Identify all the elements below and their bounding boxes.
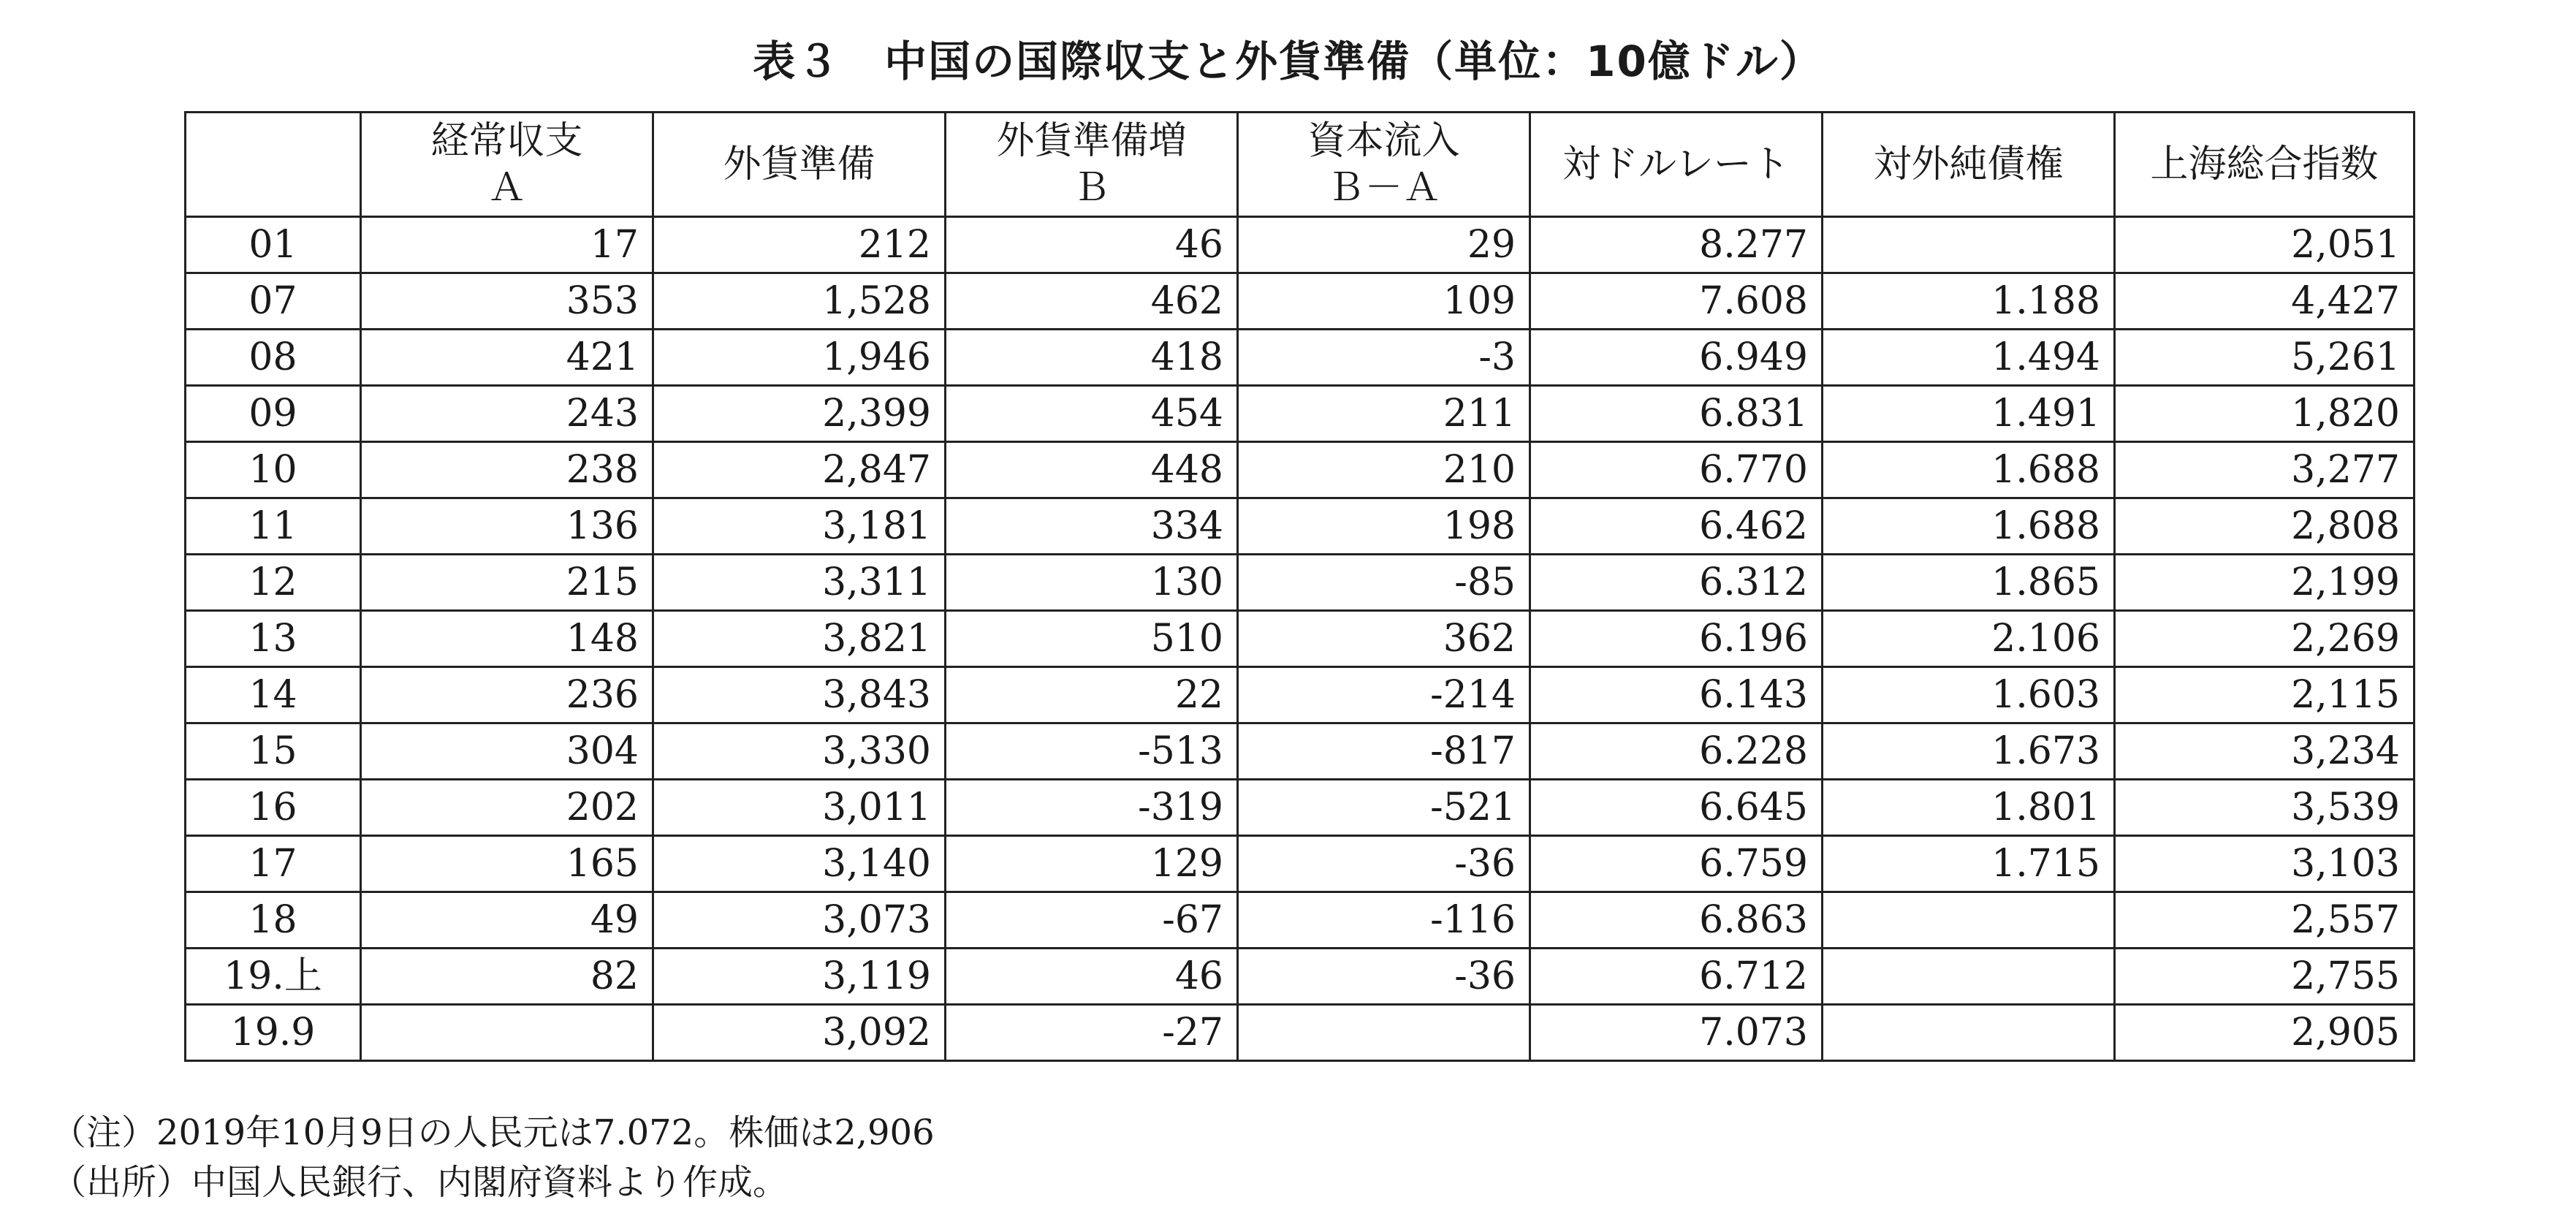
table-cell: 6.949 <box>1530 330 1823 386</box>
table-row <box>186 555 2414 611</box>
table-cell <box>1823 949 2115 1005</box>
table-header <box>186 113 2414 217</box>
table-cell: 3,539 <box>2115 780 2414 836</box>
column-header-label: 対外純債権 <box>1873 142 2064 186</box>
table-row <box>186 442 2414 498</box>
table-cell <box>1238 1005 1530 1061</box>
table-cell: 2,399 <box>653 386 946 442</box>
table-row <box>186 892 2414 949</box>
table-cell: 1.865 <box>1823 555 2115 611</box>
table-cell: 1.673 <box>1823 723 2115 780</box>
year-cell: 18 <box>186 892 361 949</box>
table-cell: 130 <box>946 555 1238 611</box>
table-cell: 238 <box>361 442 653 498</box>
table-cell: -513 <box>946 723 1238 780</box>
table-cell: 6.462 <box>1530 498 1823 555</box>
table-cell: 3,181 <box>653 498 946 555</box>
table-cell <box>361 1005 653 1061</box>
table-cell: 421 <box>361 330 653 386</box>
table-cell: 1.688 <box>1823 498 2115 555</box>
column-header-sublabel: Ａ <box>487 166 526 210</box>
column-header-label: 対ドルレート <box>1562 142 1790 186</box>
year-cell: 17 <box>186 836 361 892</box>
table-cell: -3 <box>1238 330 1530 386</box>
table-cell: -85 <box>1238 555 1530 611</box>
table-cell: 353 <box>361 273 653 330</box>
column-header <box>946 113 1238 217</box>
table-cell: 448 <box>946 442 1238 498</box>
table-cell: 6.831 <box>1530 386 1823 442</box>
column-header <box>1238 113 1530 217</box>
table-cell: 2,051 <box>2115 217 2414 273</box>
table-cell: 2,905 <box>2115 1005 2414 1061</box>
table-cell: 2,115 <box>2115 667 2414 723</box>
table-cell: 211 <box>1238 386 1530 442</box>
table-cell: 2,808 <box>2115 498 2414 555</box>
table-cell: -521 <box>1238 780 1530 836</box>
table-cell <box>1823 217 2115 273</box>
table-row <box>186 836 2414 892</box>
year-cell: 15 <box>186 723 361 780</box>
table-cell: 3,821 <box>653 611 946 667</box>
table-cell: 3,103 <box>2115 836 2414 892</box>
column-header-label: 外貨準備増 <box>996 119 1187 163</box>
table-cell: 2.106 <box>1823 611 2115 667</box>
table-cell: 6.228 <box>1530 723 1823 780</box>
table-cell: 1.491 <box>1823 386 2115 442</box>
table-cell: 3,234 <box>2115 723 2414 780</box>
table-cell <box>1823 892 2115 949</box>
table-cell: 4,427 <box>2115 273 2414 330</box>
column-header-label: 資本流入 <box>1307 119 1460 163</box>
table-cell: 46 <box>946 949 1238 1005</box>
table-cell: 1.801 <box>1823 780 2115 836</box>
table-cell: 1,528 <box>653 273 946 330</box>
table-cell: 3,011 <box>653 780 946 836</box>
column-header <box>186 113 361 217</box>
year-cell: 07 <box>186 273 361 330</box>
table-cell: 3,092 <box>653 1005 946 1061</box>
table-cell: 3,311 <box>653 555 946 611</box>
table-row <box>186 498 2414 555</box>
table-cell: 1.715 <box>1823 836 2115 892</box>
year-cell: 01 <box>186 217 361 273</box>
table-cell: 1.188 <box>1823 273 2115 330</box>
table-cell: -27 <box>946 1005 1238 1061</box>
table-cell: -817 <box>1238 723 1530 780</box>
source-text: （出所）中国人民銀行、内閣府資料より作成。 <box>51 1162 789 1203</box>
table-cell: 165 <box>361 836 653 892</box>
table-cell: 3,140 <box>653 836 946 892</box>
table-cell <box>1823 1005 2115 1061</box>
table-row <box>186 1005 2414 1061</box>
table-cell: 22 <box>946 667 1238 723</box>
table-cell: -36 <box>1238 949 1530 1005</box>
table-cell: 1.688 <box>1823 442 2115 498</box>
table-cell: -67 <box>946 892 1238 949</box>
table-cell: 6.196 <box>1530 611 1823 667</box>
header-row <box>186 113 2414 217</box>
table-cell: 198 <box>1238 498 1530 555</box>
column-header <box>1823 113 2115 217</box>
table-cell: 29 <box>1238 217 1530 273</box>
column-header <box>1530 113 1823 217</box>
table-cell: -36 <box>1238 836 1530 892</box>
year-cell: 10 <box>186 442 361 498</box>
column-header-label: 経常収支 <box>430 119 583 163</box>
table-cell: 334 <box>946 498 1238 555</box>
table-row <box>186 723 2414 780</box>
year-cell: 13 <box>186 611 361 667</box>
table-cell: 6.712 <box>1530 949 1823 1005</box>
table-cell: 5,261 <box>2115 330 2414 386</box>
table-cell: 2,269 <box>2115 611 2414 667</box>
table-cell: 304 <box>361 723 653 780</box>
table-cell: 6.312 <box>1530 555 1823 611</box>
table-cell: 3,843 <box>653 667 946 723</box>
table-cell: 454 <box>946 386 1238 442</box>
column-header-label: 外貨準備 <box>723 142 875 186</box>
table-cell: 1,946 <box>653 330 946 386</box>
table-cell: 2,847 <box>653 442 946 498</box>
table-cell: 8.277 <box>1530 217 1823 273</box>
column-header <box>361 113 653 217</box>
table-row <box>186 330 2414 386</box>
table-row <box>186 611 2414 667</box>
table-cell: 6.759 <box>1530 836 1823 892</box>
table-cell: 2,755 <box>2115 949 2414 1005</box>
table-cell: 215 <box>361 555 653 611</box>
year-cell: 19.9 <box>186 1005 361 1061</box>
column-header-label: 上海総合指数 <box>2150 142 2379 186</box>
year-cell: 12 <box>186 555 361 611</box>
column-header <box>653 113 946 217</box>
table-cell: 1.603 <box>1823 667 2115 723</box>
year-cell: 14 <box>186 667 361 723</box>
table-cell: 17 <box>361 217 653 273</box>
year-cell: 19.上 <box>186 949 361 1005</box>
column-header-sublabel: Ｂ－Ａ <box>1326 166 1441 210</box>
table-cell: 3,330 <box>653 723 946 780</box>
table-cell: 109 <box>1238 273 1530 330</box>
table-cell: 2,557 <box>2115 892 2414 949</box>
table-cell: 210 <box>1238 442 1530 498</box>
table-cell: 1.494 <box>1823 330 2115 386</box>
table-cell: 243 <box>361 386 653 442</box>
table-cell: 6.143 <box>1530 667 1823 723</box>
year-cell: 16 <box>186 780 361 836</box>
table-cell: 362 <box>1238 611 1530 667</box>
column-header-sublabel: Ｂ <box>1072 166 1111 210</box>
table-cell: 418 <box>946 330 1238 386</box>
table-cell: 3,277 <box>2115 442 2414 498</box>
table-cell: 3,073 <box>653 892 946 949</box>
table-row <box>186 386 2414 442</box>
year-cell: 08 <box>186 330 361 386</box>
balance-of-payments-table <box>184 111 2415 1062</box>
table-row <box>186 667 2414 723</box>
footnotes <box>51 1108 935 1207</box>
table-cell: 212 <box>653 217 946 273</box>
table-cell: 6.863 <box>1530 892 1823 949</box>
table-cell: 2,199 <box>2115 555 2414 611</box>
table-cell: 148 <box>361 611 653 667</box>
table-cell: 136 <box>361 498 653 555</box>
table-cell: -116 <box>1238 892 1530 949</box>
table-title: 表３ 中国の国際収支と外貨準備（単位：10億ドル） <box>753 37 1823 86</box>
table-cell: 6.770 <box>1530 442 1823 498</box>
table-cell: 1,820 <box>2115 386 2414 442</box>
table-cell: 236 <box>361 667 653 723</box>
table-cell: -319 <box>946 780 1238 836</box>
table-cell: 202 <box>361 780 653 836</box>
table-cell: 82 <box>361 949 653 1005</box>
year-cell: 11 <box>186 498 361 555</box>
table-cell: -214 <box>1238 667 1530 723</box>
table-cell: 49 <box>361 892 653 949</box>
table-row <box>186 217 2414 273</box>
column-header <box>2115 113 2414 217</box>
table-cell: 129 <box>946 836 1238 892</box>
table-cell: 6.645 <box>1530 780 1823 836</box>
table-cell: 462 <box>946 273 1238 330</box>
table-cell: 510 <box>946 611 1238 667</box>
table-body <box>186 217 2414 1061</box>
table-row <box>186 949 2414 1005</box>
table-row <box>186 273 2414 330</box>
table-cell: 7.073 <box>1530 1005 1823 1061</box>
year-cell: 09 <box>186 386 361 442</box>
table-cell: 7.608 <box>1530 273 1823 330</box>
note-text: （注）2019年10月9日の人民元は7.072。株価は2,906 <box>51 1112 935 1153</box>
table-cell: 3,119 <box>653 949 946 1005</box>
table-row <box>186 780 2414 836</box>
table-cell: 46 <box>946 217 1238 273</box>
